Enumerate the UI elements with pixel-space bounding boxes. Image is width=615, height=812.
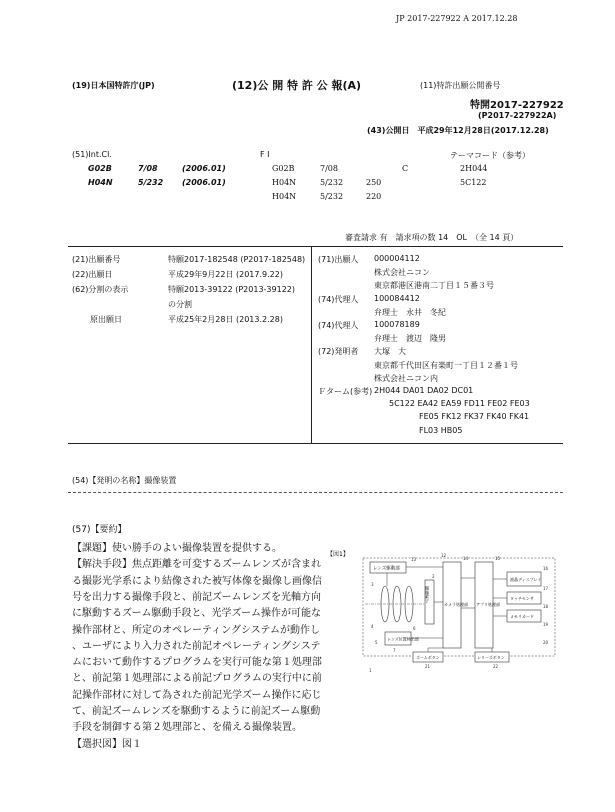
pub-no-label: (11)特許出願公開番号 — [420, 81, 501, 90]
bib-left-value: 平成25年2月28日 (2013.2.28) — [168, 315, 283, 324]
int-cl-sub: 5/232 — [138, 178, 164, 187]
abstract-line: と、前記第１処理部による前記プログラムの実行中に前 — [72, 673, 322, 685]
pub-number-alt: (P2017-227922A) — [478, 111, 557, 120]
fi-sub: 5/232 — [320, 178, 344, 187]
fi-sub: 5/232 — [320, 192, 344, 201]
app-processor-label: アプリ処理部 — [476, 602, 500, 607]
bib-left-label: 原出願日 — [90, 315, 122, 324]
sensor-label: 撮像素子 — [425, 586, 430, 603]
abstract-line: 記操作部材に対して為された前記光学ズーム操作に応じ — [72, 689, 322, 701]
bib-right-value: 大塚 大 — [374, 347, 406, 357]
bib-left-value: の分割 — [168, 300, 192, 309]
doc-type: (12)公 開 特 許 公 報(A) — [232, 79, 362, 92]
fi-extra: 220 — [366, 192, 382, 201]
exam-request-line: 審査請求 有 請求項の数 14 OL （全 14 頁） — [345, 233, 519, 242]
memory-card-label: メモリカード — [510, 614, 534, 619]
bib-right-label: (74)代理人 — [318, 294, 359, 304]
pub-number: 特開2017-227922 — [470, 100, 564, 111]
bib-left-value: 特願2013-39122 (P2013-39122) — [168, 285, 295, 294]
lens-position-label: レンズ位置検出部 — [387, 636, 419, 642]
abstract-line: 操作部材と、所定のオペレーティングシステムが動作し — [72, 624, 320, 636]
zoom-button-label: ズームボタン — [416, 655, 440, 660]
ref-numeral: 17 — [543, 586, 549, 591]
bib-right-value: 100078189 — [374, 320, 420, 329]
ref-numeral: 21 — [425, 664, 431, 669]
ref-numeral: 2 — [432, 574, 435, 579]
bib-right-label: Ｆターム(参考) — [318, 387, 373, 396]
fi-extra: 250 — [366, 178, 382, 187]
abstract-line: に駆動するズーム駆動手段と、光学ズーム操作が可能な — [72, 608, 321, 620]
bib-right-label: (74)代理人 — [318, 321, 359, 330]
bib-left-value: 特願2017-182548 (P2017-182548) — [168, 255, 306, 264]
bib-right-label: (71)出願人 — [318, 255, 359, 264]
rule — [68, 443, 563, 444]
bib-right-value: 弁理士 永井 冬紀 — [374, 307, 446, 317]
abstract-line: 、ユーザにより入力された前記オペレーティングシステ — [72, 640, 321, 652]
int-cl-date: (2006.01) — [182, 164, 226, 173]
figure-1 — [325, 548, 565, 678]
bib-left-label: (21)出願番号 — [72, 255, 121, 264]
dashed-rule — [68, 492, 563, 493]
ref-numeral: 3 — [371, 582, 374, 587]
fi-label: F I — [260, 150, 270, 159]
theme-code: 2H044 — [460, 164, 488, 173]
invention-title: (54)【発明の名称】撮像装置 — [72, 476, 177, 485]
ref-numeral: 6 — [413, 626, 416, 631]
camera-processor-label: カメラ処理部 — [444, 602, 468, 607]
int-cl-date: (2006.01) — [182, 178, 226, 187]
lens-drive-label: レンズ駆動部 — [373, 566, 400, 572]
ref-numeral: 15 — [495, 556, 501, 561]
lcd-label: 液晶ディスプレイ — [510, 577, 542, 582]
ref-numeral: 20 — [543, 640, 549, 645]
abstract-line: 手段を制御する第２処理部と、を備える撮像装置。 — [72, 722, 302, 734]
abstract-line: 【解決手段】焦点距離を可変するズームレンズが含まれ — [72, 559, 321, 571]
touch-sensor-label: タッチセンサ — [510, 596, 534, 601]
top-header: JP 2017-227922 A 2017.12.28 — [396, 14, 518, 23]
pub-date: (43)公開日 平成29年12月28日(2017.12.28) — [367, 126, 549, 135]
theme-code: 5C122 — [460, 178, 487, 187]
bib-right-value: 弁理士 渡辺 隆男 — [374, 334, 446, 344]
ref-numeral: 1 — [369, 668, 372, 673]
bib-right-value: 000004112 — [374, 254, 420, 263]
fi-extra: C — [402, 164, 409, 173]
fi-code: H04N — [272, 178, 297, 187]
rule — [68, 246, 563, 247]
bib-right-value: 東京都港区港南二丁目１５番３号 — [374, 281, 494, 291]
ref-numeral: 12 — [441, 553, 447, 558]
bib-left-label: (62)分割の表示 — [72, 285, 129, 294]
int-cl-sub: 7/08 — [138, 164, 158, 173]
ref-numeral: 5 — [375, 640, 378, 645]
int-cl-code: G02B — [88, 164, 112, 173]
bib-right-label: (72)発明者 — [318, 347, 359, 357]
bib-right-value: 100084412 — [374, 293, 420, 303]
ref-numeral: 16 — [543, 566, 549, 571]
fi-sub: 7/08 — [320, 164, 338, 173]
abstract-line: る撮影光学系により結像された被写体像を撮像し画像信 — [72, 575, 322, 587]
ref-numeral: 4 — [371, 624, 374, 629]
abstract-line: て、前記ズームレンズを駆動するように前記ズーム駆動 — [72, 706, 321, 717]
ref-numeral: 18 — [543, 604, 549, 609]
bib-right-value: 株式会社ニコン内 — [374, 373, 438, 383]
bib-right-value: 株式会社ニコン — [374, 268, 430, 278]
bib-left-label: (22)出願日 — [72, 270, 113, 279]
bib-right-value: FL03 HB05 — [419, 425, 463, 435]
bib-right-value: 5C122 EA42 EA59 FD11 FE02 FE03 — [389, 399, 530, 409]
fi-code: H04N — [272, 192, 297, 201]
bib-right-value: 東京都千代田区有楽町一丁目１２番１号 — [374, 360, 518, 370]
ref-numeral: 13 — [411, 557, 417, 562]
abstract-line: ムにおいて動作するプログラムを実行可能な第１処理部 — [72, 657, 322, 669]
abstract-heading: (57)【要約】 — [72, 525, 127, 535]
int-cl-label: (51)Int.Cl. — [72, 150, 112, 159]
office-label: (19)日本国特許庁(JP) — [72, 81, 155, 90]
bib-left-value: 平成29年9月22日 (2017.9.22) — [168, 270, 283, 279]
release-button-label: レリーズボタン — [477, 655, 505, 660]
figure-caption: 【図1】 — [327, 551, 349, 558]
bib-right-value: FE05 FK12 FK37 FK40 FK41 — [419, 412, 530, 422]
theme-code-label: テーマコード（参考） — [450, 151, 530, 160]
ref-numeral: 7 — [393, 648, 396, 653]
ref-numeral: 19 — [543, 622, 549, 627]
bib-right-value: 2H044 DA01 DA02 DC01 — [374, 386, 474, 395]
abstract-line: 号を出力する撮像手段と、前記ズームレンズを光軸方向 — [72, 591, 321, 603]
ref-numeral: 14 — [463, 556, 469, 561]
fi-code: G02B — [272, 164, 295, 173]
abstract-line: 【課題】使い勝手のよい撮像装置を提供する。 — [72, 543, 282, 554]
int-cl-code: H04N — [88, 178, 113, 187]
abstract-line: 【選択図】図１ — [72, 738, 142, 750]
column-divider — [311, 246, 312, 443]
ref-numeral: 22 — [493, 664, 499, 669]
